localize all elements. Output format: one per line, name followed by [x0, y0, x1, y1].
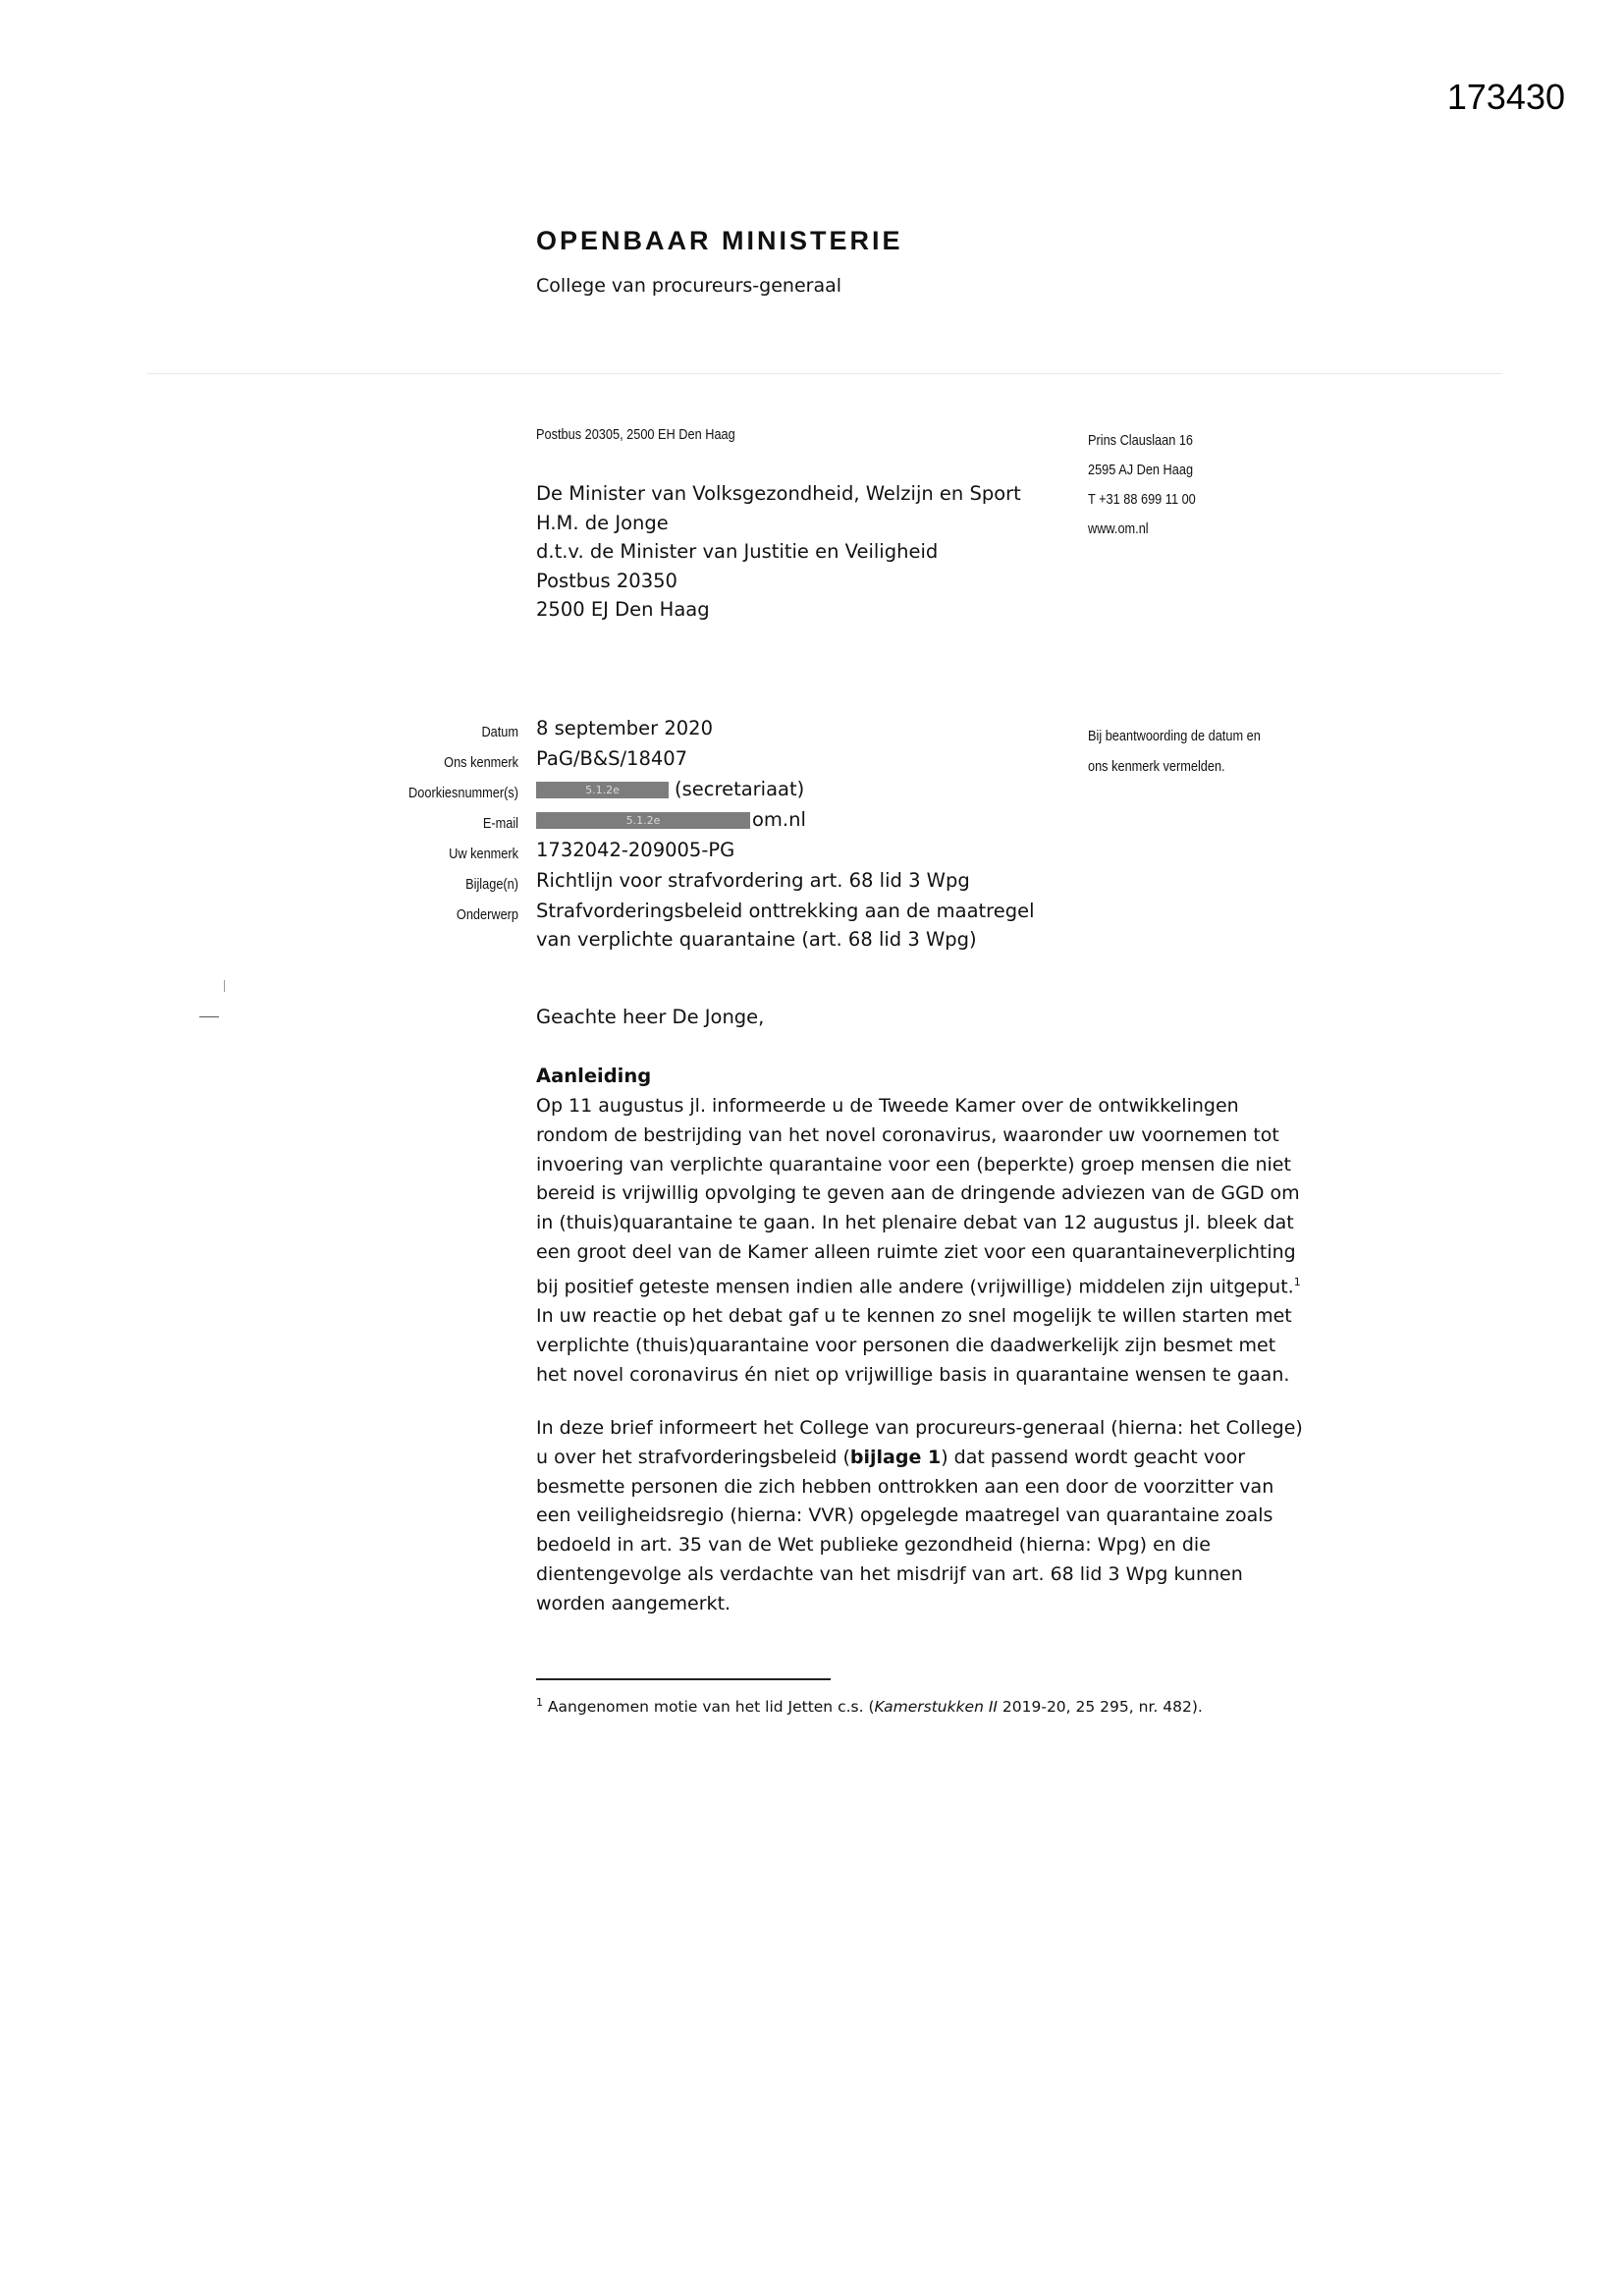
text-line	[536, 1444, 1322, 1473]
recipient-line: De Minister van Volksgezondheid, Welzijn en Sport	[536, 482, 1021, 505]
redaction-box: 5.1.2e	[536, 782, 669, 798]
text-line: een veiligheidsregio (hierna: VVR) opgelegde maatregel van quarantaine zoals	[536, 1504, 1273, 1527]
text-line: In uw reactie op het debat gaf u te kennen zo snel mogelijk te willen starten met	[536, 1304, 1292, 1327]
sender-street: Prins Clauslaan 16	[1088, 432, 1194, 449]
footnote-text: Aangenomen motie van het lid Jetten c.s. (	[543, 1698, 875, 1717]
phone-suffix: (secretariaat)	[675, 778, 805, 800]
text-line: bedoeld in art. 35 van de Wet publieke gezondheid (hierna: Wpg) en die	[536, 1534, 1211, 1557]
sender-website: www.om.nl	[1088, 520, 1149, 537]
meta-label-phone: Doorkiesnummer(s)	[408, 785, 518, 801]
meta-values	[536, 713, 1047, 955]
footnote-marker: 1	[536, 1696, 543, 1709]
reply-note-line: ons kenmerk vermelden.	[1088, 758, 1225, 775]
salutation: Geachte heer De Jonge,	[536, 1006, 765, 1028]
redaction-box: 5.1.2e	[536, 812, 750, 829]
meta-label-your-ref: Uw kenmerk	[449, 846, 518, 862]
recipient-line: 2500 EJ Den Haag	[536, 598, 710, 621]
fold-mark	[199, 1016, 219, 1017]
text-line: verplichte (thuis)quarantaine voor personen die daadwerkelijk zijn besmet met	[536, 1334, 1276, 1356]
recipient-line: d.t.v. de Minister van Justitie en Veiligheid	[536, 540, 939, 563]
meta-value-ref: PaG/B&S/18407	[536, 747, 688, 770]
recipient-line: Postbus 20350	[536, 569, 677, 592]
meta-label-email: E-mail	[482, 815, 518, 832]
meta-value-date: 8 september 2020	[536, 717, 713, 739]
paragraph-1	[536, 1092, 1322, 1390]
recipient-address	[536, 479, 1021, 625]
text-line: rondom de bestrijding van het novel coronavirus, waaronder uw voornemen tot	[536, 1123, 1279, 1146]
sender-city: 2595 AJ Den Haag	[1088, 462, 1194, 478]
footnote-reference: 1	[1293, 1275, 1301, 1288]
sender-phone: T +31 88 699 11 00	[1088, 491, 1196, 508]
text-line-content: bij positief geteste mensen indien alle andere (vrijwillige) middelen zijn uitgeput.	[536, 1276, 1294, 1298]
text-line: Op 11 augustus jl. informeerde u de Tweede Kamer over de ontwikkelingen	[536, 1095, 1239, 1117]
margin-mark	[224, 980, 225, 992]
document-number: 173430	[1446, 77, 1565, 117]
meta-label-attachment: Bijlage(n)	[465, 876, 518, 893]
email-suffix: om.nl	[752, 808, 806, 831]
text-line: besmette personen die zich hebben onttrokken aan een door de voorzitter van	[536, 1475, 1274, 1498]
attachment-reference: bijlage 1	[849, 1446, 942, 1468]
organization-name: OPENBAAR MINISTERIE	[536, 226, 903, 255]
text-line	[536, 1268, 1322, 1302]
footnote	[536, 1696, 1203, 1716]
text-line: In deze brief informeert het College van procureurs-generaal (hierna: het College)	[536, 1417, 1303, 1439]
department-name: College van procureurs-generaal	[536, 275, 842, 297]
text-line: in (thuis)quarantaine te gaan. In het plenaire debat van 12 augustus jl. bleek dat	[536, 1212, 1294, 1234]
recipient-line: H.M. de Jonge	[536, 511, 669, 534]
scan-line	[147, 373, 1502, 374]
meta-label-date: Datum	[481, 724, 518, 740]
meta-value-attachment: Richtlijn voor strafvordering art. 68 lid 3 Wpg	[536, 869, 970, 892]
reply-note-line: Bij beantwoording de datum en	[1088, 728, 1261, 744]
footnote-text: 2019-20, 25 295, nr. 482).	[997, 1698, 1203, 1717]
meta-labels	[352, 717, 518, 930]
text-line: dientengevolge als verdachte van het misdrijf van art. 68 lid 3 Wpg kunnen	[536, 1562, 1243, 1585]
meta-label-subject: Onderwerp	[456, 906, 518, 923]
paragraph-2	[536, 1414, 1322, 1619]
sender-postal-address: Postbus 20305, 2500 EH Den Haag	[536, 426, 735, 443]
meta-value-subject: Strafvorderingsbeleid onttrekking aan de maatregel	[536, 900, 1035, 922]
reply-note	[1088, 721, 1261, 782]
text-line: een groot deel van de Kamer alleen ruimte ziet voor een quarantaineverplichting	[536, 1240, 1296, 1263]
footnote-separator	[536, 1678, 831, 1680]
meta-value-subject-cont: van verplichte quarantaine (art. 68 lid 3 Wpg)	[536, 928, 977, 951]
text-line: invoering van verplichte quarantaine voor een (beperkte) groep mensen die niet	[536, 1153, 1291, 1175]
meta-value-your-ref: 1732042-209005-PG	[536, 839, 735, 861]
meta-value-phone	[536, 774, 1047, 804]
text-line: het novel coronavirus én niet op vrijwillige basis in quarantaine wensen te gaan.	[536, 1363, 1290, 1386]
footnote-italic: Kamerstukken II	[874, 1698, 998, 1717]
sender-contact	[1088, 426, 1196, 544]
text-line: bereid is vrijwillig opvolging te geven aan de dringende adviezen van de GGD om	[536, 1182, 1300, 1205]
text-segment: ) dat passend wordt geacht voor	[941, 1446, 1246, 1468]
section-heading: Aanleiding	[536, 1065, 652, 1087]
text-segment: u over het strafvorderingsbeleid (	[536, 1446, 850, 1468]
meta-label-ref: Ons kenmerk	[444, 754, 518, 771]
meta-value-email	[536, 804, 1047, 835]
text-line: worden aangemerkt.	[536, 1592, 731, 1614]
